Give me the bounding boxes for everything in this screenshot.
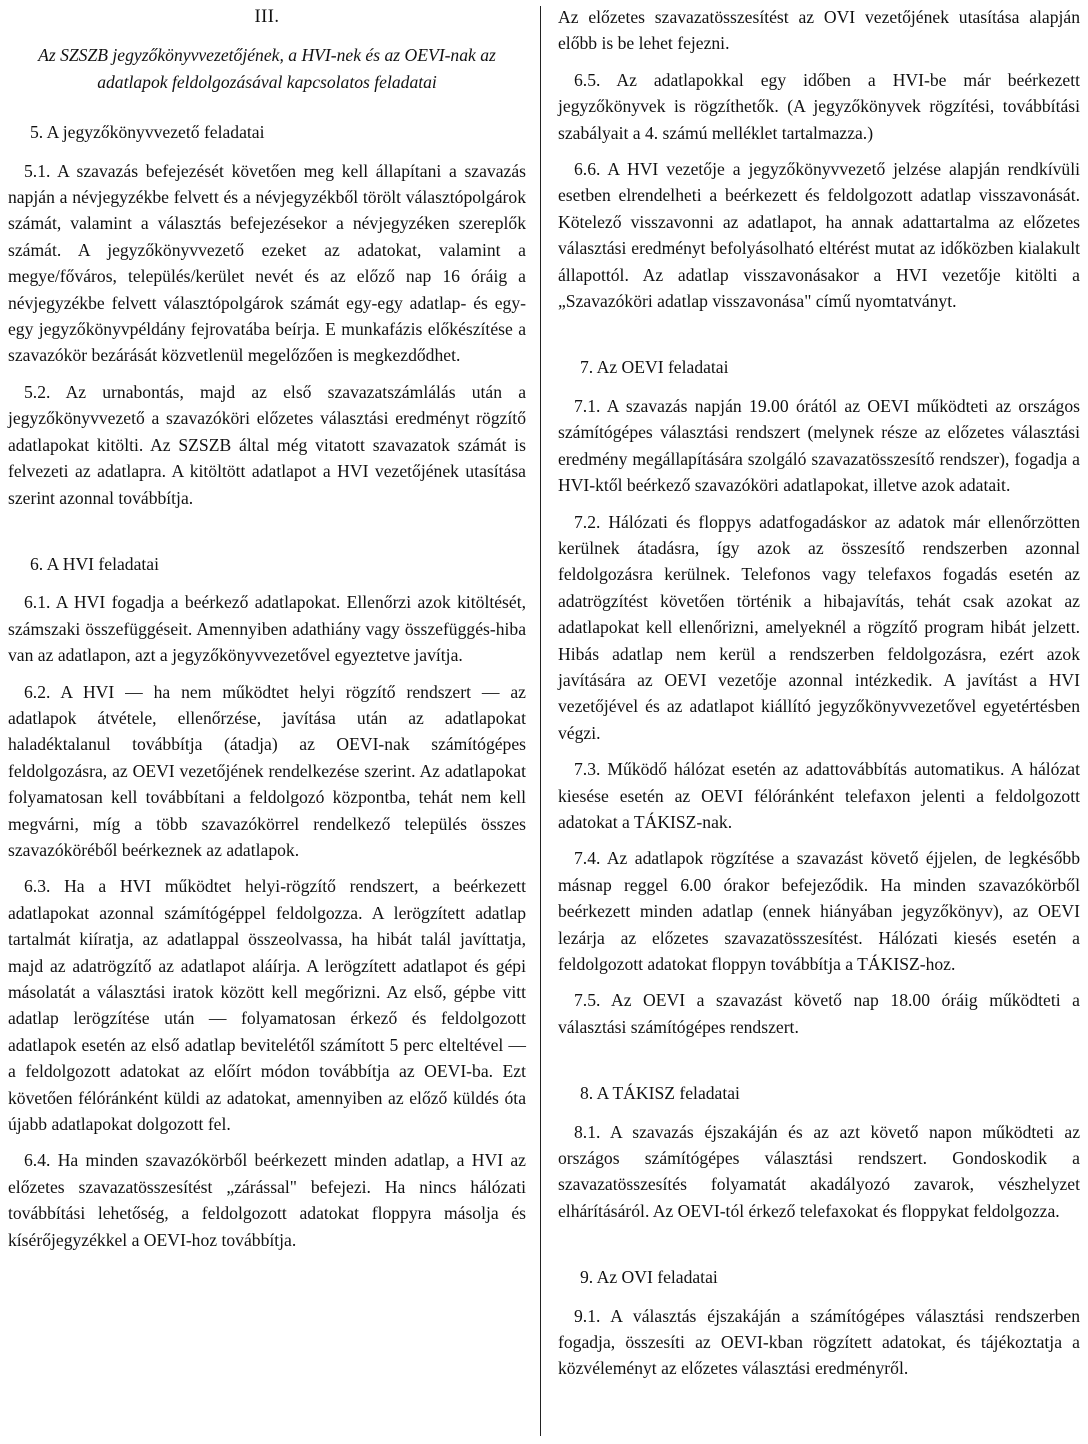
section-title: Az SZSZB jegyzőkönyvvezetőjének, a HVI-nek és az OEVI-nak az adatlapok feldolgozásával kapcsolatos feladatai — [38, 45, 496, 92]
paragraph-7-4: 7.4. Az adatlapok rögzítése a szavazást követő éjjelen, de legkésőbb másnap reggel 6.00 órakor befejeződik. Ha minden szavazókörből beérkezett minden adatlap (ennek hiányában jegyzőkönyv), az OEVI lezárja az előzetes szavazatösszesítést. Hálózati kiesés esetén a feldolgozott adatokat floppyn továbbítja a TÁKISZ-hoz. — [558, 848, 1080, 974]
section-numeral: III. — [254, 7, 280, 27]
paragraph-6-5: 6.5. Az adatlapokkal egy időben a HVI-be már beérkezett jegyzőkönyvek is rögzíthetők. (A jegyzőkönyvek rögzítési, továbbítási szabályait a 4. számú melléklet tartalmazza.) — [558, 69, 1080, 143]
paragraph-6-4-continued: Az előzetes szavazatösszesítést az OVI vezetőjének utasítása alapján előbb is be lehet fejezni. — [558, 7, 1080, 54]
paragraph-6-1: 6.1. A HVI fogadja a beérkező adatlapokat. Ellenőrzi azok kitöltését, számszaki összefüggéseit. Amennyiben adathiány vagy összefüggés-hiba van az adatlapon, azt a jegyzőkönyvvezetővel egyeztetve javítja. — [8, 592, 526, 666]
left-column — [8, 4, 526, 1263]
paragraph-7-5: 7.5. Az OEVI a szavazást követő nap 18.00 óráig működteti a választási számítógépes rendszert. — [558, 990, 1080, 1037]
paragraph-6-3: 6.3. Ha a HVI működtet helyi-rögzítő rendszert, a beérkezett adatlapokat azonnal számítógéppel feldolgozza. A lerögzített adatlap tartalmát kiíratja, az adatlappal összeolvassa, ha hibát talál javíttatja, majd az adatrögzítő az adatlapot aláírja. A lerögzített adatlapot és gépi másolatát a választási iratok között kell megőrizni. Az első, gépbe vitt adatlap lerögzítése után — folyamatosan érkező és feldolgozott adatlapok esetén az első adatlap bevitelétől számított 5 perc elteltével — a feldolgozott adatokat az előírt módon továbbítja az OEVI-ba. Ezt követően félóránként küldi az adatokat, amennyiben az előző küldés óta újabb adatlapokat dolgozott fel. — [8, 876, 526, 1135]
paragraph-8-1: 8.1. A szavazás éjszakáján és az azt követő napon működteti az országos számítógépes választási rendszert. Gondoskodik a szavazatösszesítés folyamatát akadályozó zavarok, vészhelyzet elhárításáról. Az OEVI-tól érkező telefaxokat és floppykat feldolgozza. — [558, 1121, 1080, 1221]
heading-section-8: 8. A TÁKISZ feladatai — [580, 1083, 740, 1104]
paragraph-6-6: 6.6. A HVI vezetője a jegyzőkönyvvezető jelzése alapján rendkívüli esetben elrendelheti a beérkezett és feldolgozott adatlap visszavonását. Kötelező visszavonni az adatlapot, ha annak adattartalma az előzetes választási eredményt befolyásolható eltérést mutat az időközben kialakult állapottól. Az adatlap visszavonásakor a HVI vezetője kitölti a „Szavazóköri adatlap visszavonása" című nyomtatványt. — [558, 159, 1080, 312]
right-column — [558, 4, 1080, 1392]
paragraph-6-4: 6.4. Ha minden szavazókörből beérkezett minden adatlap, a HVI az előzetes szavazatösszesítést „zárással" befejezi. Ha nincs hálózati továbbítási lehetőség, a feldolgozott adatokat floppyra másolja és kísérőjegyzékkel a OEVI-hoz továbbítja. — [8, 1150, 526, 1250]
paragraph-7-3: 7.3. Működő hálózat esetén az adattovábbítás automatikus. A hálózat kiesése esetén az OEVI félóránként telefaxon jelenti a feldolgozott adatokat a TÁKISZ-nak. — [558, 759, 1080, 832]
heading-section-6: 6. A HVI feladatai — [30, 553, 159, 574]
spacer — [558, 1050, 1080, 1080]
heading-section-7: 7. Az OEVI feladatai — [580, 357, 729, 378]
heading-section-9: 9. Az OVI feladatai — [580, 1267, 718, 1288]
column-divider — [540, 6, 541, 1436]
paragraph-9-1: 9.1. A választás éjszakáján a számítógépes választási rendszerben fogadja, összesíti az OEVI-kban rögzített adatokat, és tájékoztatja a közvéleményt az előzetes választási eredményről. — [558, 1305, 1080, 1379]
paragraph-5-2: 5.2. Az urnabontás, majd az első szavazatszámlálás után a jegyzőkönyvvezető a szavazóköri előzetes választási eredményt rögzítő adatlapokat kitölti. Az SZSZB által még vitatott szavazatok számát is felvezeti az adatlapra. A kitöltött adatlapot a HVI vezetőjének utasítása szerint azonnal továbbítja. — [8, 381, 526, 508]
spacer — [558, 324, 1080, 354]
paragraph-6-2: 6.2. A HVI — ha nem működtet helyi rögzítő rendszert — az adatlapok átvétele, ellenőrzése, javítása után az adatlapokat haladéktalanul továbbítja (átadja) az OEVI-nak számítógépes feldolgozásra, az OEVI vezetőjének rendelkezése szerint. Az adatlapokat folyamatosan kell továbbítani a feldolgozó központba, tehát nem kell megvárni, míg a több szavazókörrel rendelkező település összes szavazóköréből beérkeznek az adatlapok. — [8, 681, 526, 860]
paragraph-7-2: 7.2. Hálózati és floppys adatfogadáskor az adatok már ellenőrzötten kerülnek átadásra, így azok az összesítő rendszerben azonnal feldolgozásra kerülnek. Telefonos vagy telefaxos fogadás esetén az adatrögzítést követően történik a hibajavítás, tehát csak azokat az adatlapokat kell ellenőrizni, amelyeknél a rögzítő program hibát jelzett. Hibás adatlap nem kerül a rendszerben feldolgozásra, ezért azok javítására az OEVI vezetője azonnal intézkedik. A javítást a HVI vezetőjével és az adatlapot kiállító jegyzőkönyvvezetővel egyetértésben végzi. — [558, 511, 1080, 743]
spacer — [8, 521, 526, 551]
paragraph-5-1: 5.1. A szavazás befejezését követően meg kell állapítani a szavazás napján a névjegyzékbe felvett és a névjegyzékből törölt választópolgárok számát, valamint a választás befejezésekor a névjegyzéken szereplők számát. A jegyzőkönyvvezető ezeket az adatokat, valamint a megye/főváros, település/kerület nevét és az előző nap 16 óráig a névjegyzékbe felvett választópolgárok számát egy-egy adatlap- és egy-egy jegyzőkönyvpéldány fejrovatába beírja. E munkafázis előkészítése a szavazókör bezárását közvetlenül megelőzően is megkezdődhet. — [8, 160, 526, 366]
paragraph-7-1: 7.1. A szavazás napján 19.00 órától az OEVI működteti az országos számítógépes választási rendszert (melynek része az előzetes választási eredmény megállapítására szolgáló szavazatösszesítő rendszer), fogadja a HVI-ktől beérkező szavazóköri adatlapokat, illetve azok adatait. — [558, 395, 1080, 496]
spacer — [558, 1234, 1080, 1264]
heading-section-5: 5. A jegyzőkönyvvezető feladatai — [30, 122, 265, 143]
